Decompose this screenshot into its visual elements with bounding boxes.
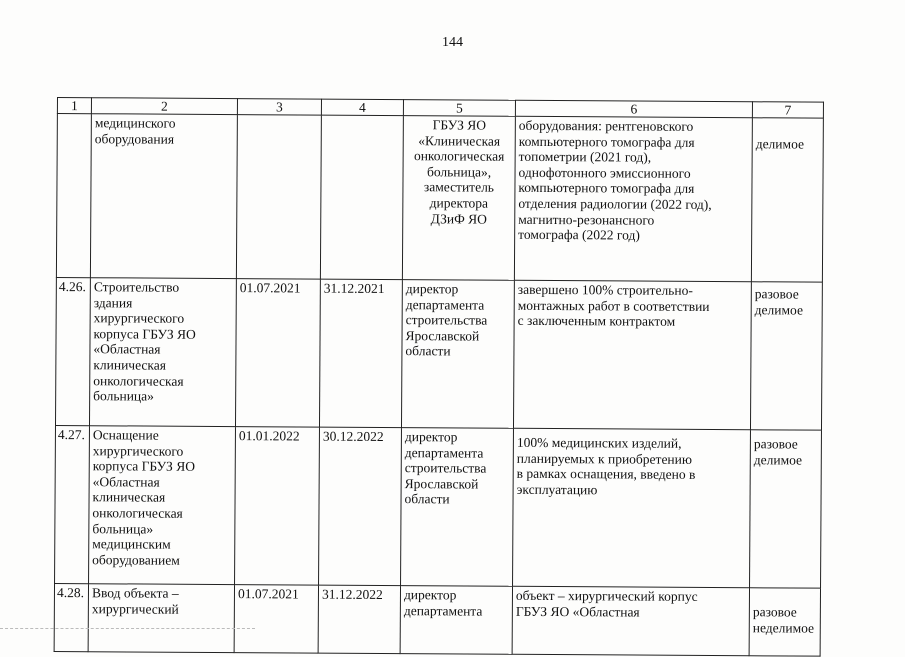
event-cell: Ввод объекта – хирургический (88, 584, 234, 653)
responsible-cell: ГБУЗ ЯО «Клиническая онкологическая больница», заместитель директора ДЗиФ ЯО (402, 116, 515, 281)
type-cell: разовое делимое (750, 430, 822, 588)
measures-table (54, 97, 824, 657)
header-cell: 3 (237, 99, 321, 116)
scan-artifact (0, 628, 255, 631)
responsible-cell: директор департамента строительства Ярославской области (401, 428, 514, 587)
end-date-cell: 30.12.2022 (319, 427, 402, 585)
responsible-cell: директор департамента (400, 586, 512, 655)
header-cell: 7 (752, 102, 823, 118)
type-cell: разовое неделимое (749, 588, 820, 656)
result-cell: оборудования: рентгеновского компьютерного томографа для топометрии (2021 год), однофотонного эмиссионного компьютерного томографа для отделения радиологии (2022 год), магнитно-резонансного томографа (2022 год) (514, 116, 752, 281)
header-cell: 6 (515, 100, 752, 117)
result-cell: объект – хирургический корпус ГБУЗ ЯО «Областная (512, 586, 749, 655)
header-cell: 1 (57, 98, 91, 114)
result-cell: завершено 100% строительно- монтажных работ в соответствии с заключенным контрактом (513, 280, 751, 429)
row-number: 4.27. (55, 425, 90, 583)
event-cell: Оснащение хирургического корпуса ГБУЗ ЯО «Областная клиническая онкологическая больница» медицинским оборудованием (89, 426, 236, 585)
table-row (56, 114, 823, 283)
responsible-cell: директор департамента строительства Ярославской области (401, 280, 514, 429)
row-number: 4.28. (54, 583, 88, 651)
type-cell: делимое (751, 118, 823, 282)
result-cell: 100% медицинских изделий, планируемых к приобретению в рамках оснащения, введено в эксплуатацию (513, 428, 751, 587)
type-cell: разовое делимое (750, 282, 822, 430)
page-number: 144 (442, 35, 463, 50)
end-date-cell: 31.12.2022 (318, 585, 400, 653)
header-cell: 2 (91, 98, 237, 115)
table-row (55, 277, 822, 430)
start-date-cell: 01.07.2021 (235, 279, 320, 428)
table-row (54, 583, 820, 656)
end-date-cell: 31.12.2021 (319, 279, 402, 427)
end-date-cell (320, 115, 403, 279)
row-number: 4.26. (55, 277, 90, 425)
header-cell: 5 (403, 100, 515, 117)
event-cell: Строительство здания хирургического корпуса ГБУЗ ЯО «Областная клиническая онкологическая больница» (89, 278, 236, 427)
row-number (56, 114, 91, 278)
start-date-cell: 01.07.2021 (234, 585, 318, 654)
start-date-cell (236, 115, 321, 280)
start-date-cell: 01.01.2022 (235, 427, 320, 586)
header-cell: 4 (321, 99, 403, 116)
table-row (55, 425, 822, 588)
event-cell: медицинского оборудования (90, 114, 237, 279)
